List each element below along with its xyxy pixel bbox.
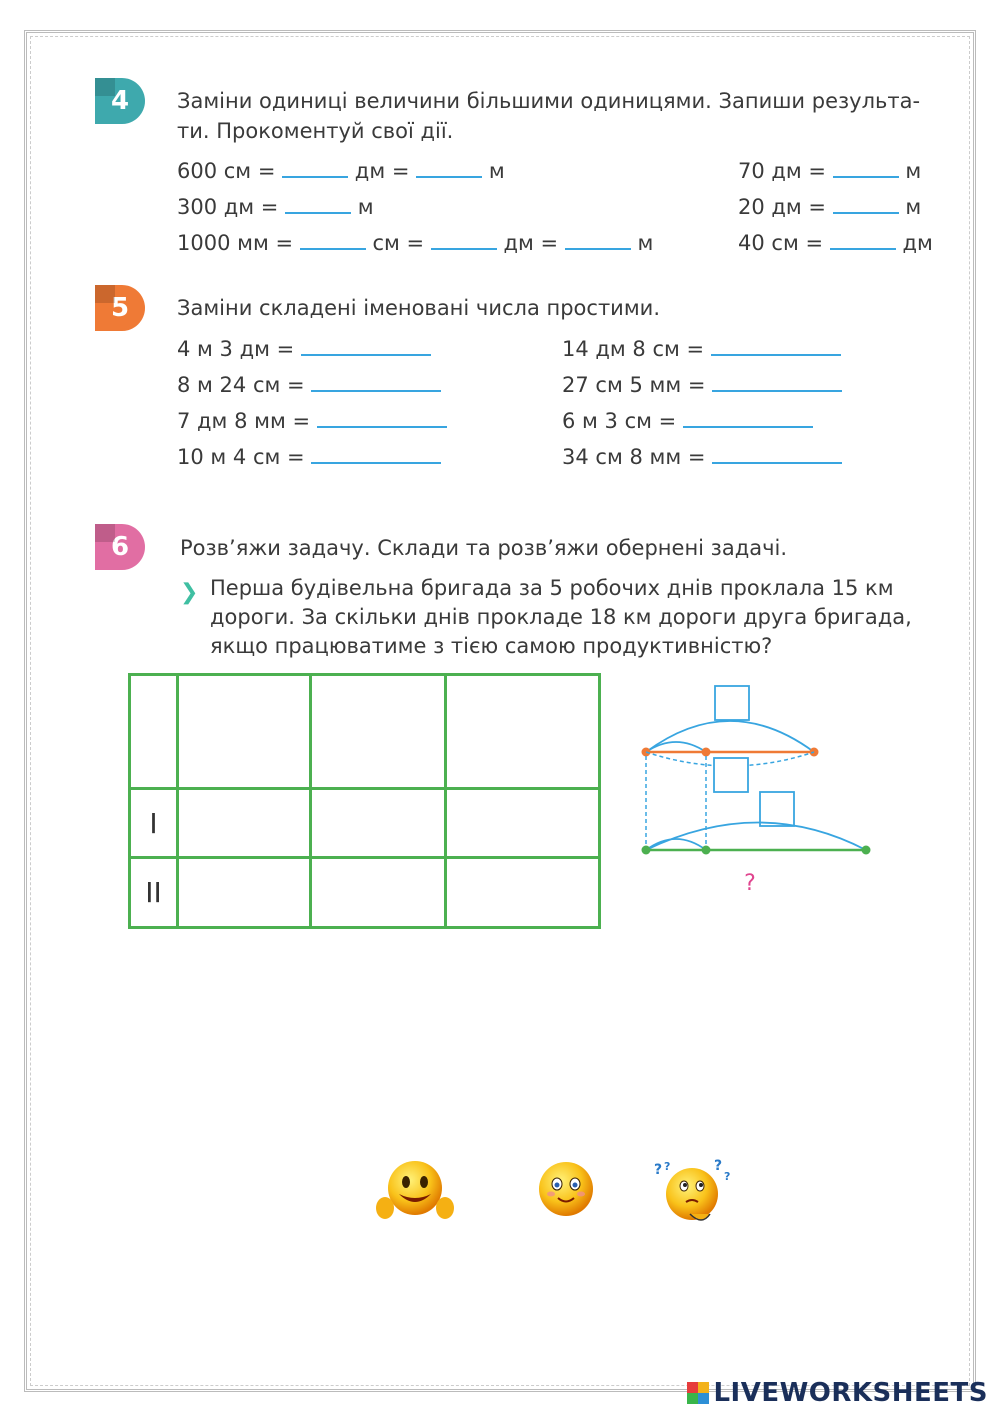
task-4-badge: 4	[95, 78, 145, 124]
table-cell[interactable]	[178, 789, 311, 858]
task-6-instruction: Розв’яжи задачу. Склади та розв’яжи обернені задачі.	[180, 536, 788, 560]
unit-text: дм =	[503, 231, 559, 255]
task-4-right-row-1	[738, 156, 921, 186]
task-5-left-row	[177, 370, 441, 400]
thumbs-up-smiley-icon[interactable]	[375, 1158, 457, 1224]
answer-input[interactable]	[833, 156, 899, 178]
table-cell[interactable]	[446, 789, 600, 858]
answer-input[interactable]	[285, 192, 351, 214]
answer-box[interactable]	[760, 792, 794, 826]
task-4-instruction-cont: ти. Прокоментуй свої дії.	[177, 119, 454, 143]
task-4-row-3	[177, 228, 653, 258]
row-label: II	[130, 858, 178, 928]
expr-text: 8 м 24 см =	[177, 373, 305, 397]
expr-text: 14 дм 8 см =	[562, 337, 705, 361]
task-4-right-row-3	[738, 228, 933, 258]
segment-diagram	[630, 680, 890, 900]
unit-text: м	[488, 159, 505, 183]
task-5-right-row	[562, 406, 813, 436]
task-5-left-row	[177, 442, 441, 472]
task-6-badge: 6	[95, 524, 145, 570]
table-cell[interactable]	[311, 789, 446, 858]
expr-text: 4 м 3 дм =	[177, 337, 295, 361]
answer-input[interactable]	[416, 156, 482, 178]
task-4-row-1	[177, 156, 505, 186]
answer-input[interactable]	[431, 228, 497, 250]
task-4-row-2	[177, 192, 374, 222]
table-cell[interactable]	[130, 675, 178, 789]
table-cell[interactable]	[178, 675, 311, 789]
arc-top-total	[646, 721, 814, 752]
expr-text: 1000 мм =	[177, 231, 294, 255]
point	[702, 748, 711, 757]
svg-text:?: ?	[714, 1158, 723, 1174]
answer-box[interactable]	[714, 758, 748, 792]
expr-text: 10 м 4 см =	[177, 445, 305, 469]
task-5-right-row	[562, 370, 842, 400]
answer-input[interactable]	[833, 192, 899, 214]
point	[642, 846, 651, 855]
unit-text: см =	[372, 231, 425, 255]
point	[862, 846, 871, 855]
task-5-right-row	[562, 442, 842, 472]
expr-text: 27 см 5 мм =	[562, 373, 706, 397]
table-cell[interactable]	[446, 858, 600, 928]
logo-text: LIVEWORKSHEETS	[713, 1378, 988, 1408]
expr-text: 300 дм =	[177, 195, 279, 219]
row-label: I	[130, 789, 178, 858]
task-6-problem-cont: дороги. За скільки днів прокладе 18 км дороги друга бригада,	[210, 605, 912, 629]
solution-table	[128, 673, 601, 929]
table-cell[interactable]	[446, 675, 600, 789]
unit-text: дм	[902, 231, 933, 255]
expr-text: 40 см =	[738, 231, 824, 255]
unit-text: м	[905, 159, 922, 183]
happy-smiley-icon[interactable]	[537, 1160, 597, 1220]
point	[642, 748, 651, 757]
answer-input[interactable]	[301, 334, 431, 356]
answer-input[interactable]	[282, 156, 348, 178]
arc-top-part	[646, 742, 706, 752]
answer-input[interactable]	[311, 370, 441, 392]
question-mark: ?	[744, 871, 756, 896]
task-5-right-row	[562, 334, 841, 364]
table-cell[interactable]	[178, 858, 311, 928]
table-cell[interactable]	[311, 858, 446, 928]
expr-text: 7 дм 8 мм =	[177, 409, 311, 433]
unit-text: м	[357, 195, 374, 219]
table-cell[interactable]	[311, 675, 446, 789]
answer-input[interactable]	[311, 442, 441, 464]
liveworksheets-logo[interactable]	[687, 1378, 988, 1408]
unit-text: м	[905, 195, 922, 219]
arc-bottom-total	[646, 823, 866, 851]
expr-text: 34 см 8 мм =	[562, 445, 706, 469]
svg-text:?: ?	[724, 1170, 731, 1183]
expr-text: 20 дм =	[738, 195, 827, 219]
unit-text: м	[637, 231, 654, 255]
answer-input[interactable]	[711, 334, 841, 356]
task-5-badge: 5	[95, 285, 145, 331]
unit-text: дм =	[354, 159, 410, 183]
expr-text: 70 дм =	[738, 159, 827, 183]
expr-text: 600 см =	[177, 159, 276, 183]
answer-box[interactable]	[715, 686, 749, 720]
arc-bottom-part	[646, 839, 706, 850]
answer-input[interactable]	[712, 442, 842, 464]
task-6-problem: Перша будівельна бригада за 5 робочих днів проклала 15 км	[210, 576, 894, 600]
task-5-left-row	[177, 406, 447, 436]
answer-input[interactable]	[565, 228, 631, 250]
answer-input[interactable]	[712, 370, 842, 392]
task-5-left-row	[177, 334, 431, 364]
logo-icon	[687, 1382, 709, 1404]
task-6-problem-cont: якщо працюватиме з тією самою продуктивністю?	[210, 634, 773, 658]
task-4-instruction: Заміни одиниці величини більшими одиницями. Запиши результа-	[177, 89, 921, 113]
chevron-right-icon: ❯	[180, 580, 199, 605]
svg-text:?: ?	[654, 1162, 663, 1178]
answer-input[interactable]	[317, 406, 447, 428]
answer-input[interactable]	[683, 406, 813, 428]
task-4-right-row-2	[738, 192, 921, 222]
thinking-smiley-icon[interactable]	[652, 1156, 734, 1228]
expr-text: 6 м 3 см =	[562, 409, 677, 433]
point	[702, 846, 711, 855]
task-5-instruction: Заміни складені іменовані числа простими.	[177, 296, 660, 320]
answer-input[interactable]	[830, 228, 896, 250]
svg-text:?: ?	[664, 1160, 671, 1173]
answer-input[interactable]	[300, 228, 366, 250]
